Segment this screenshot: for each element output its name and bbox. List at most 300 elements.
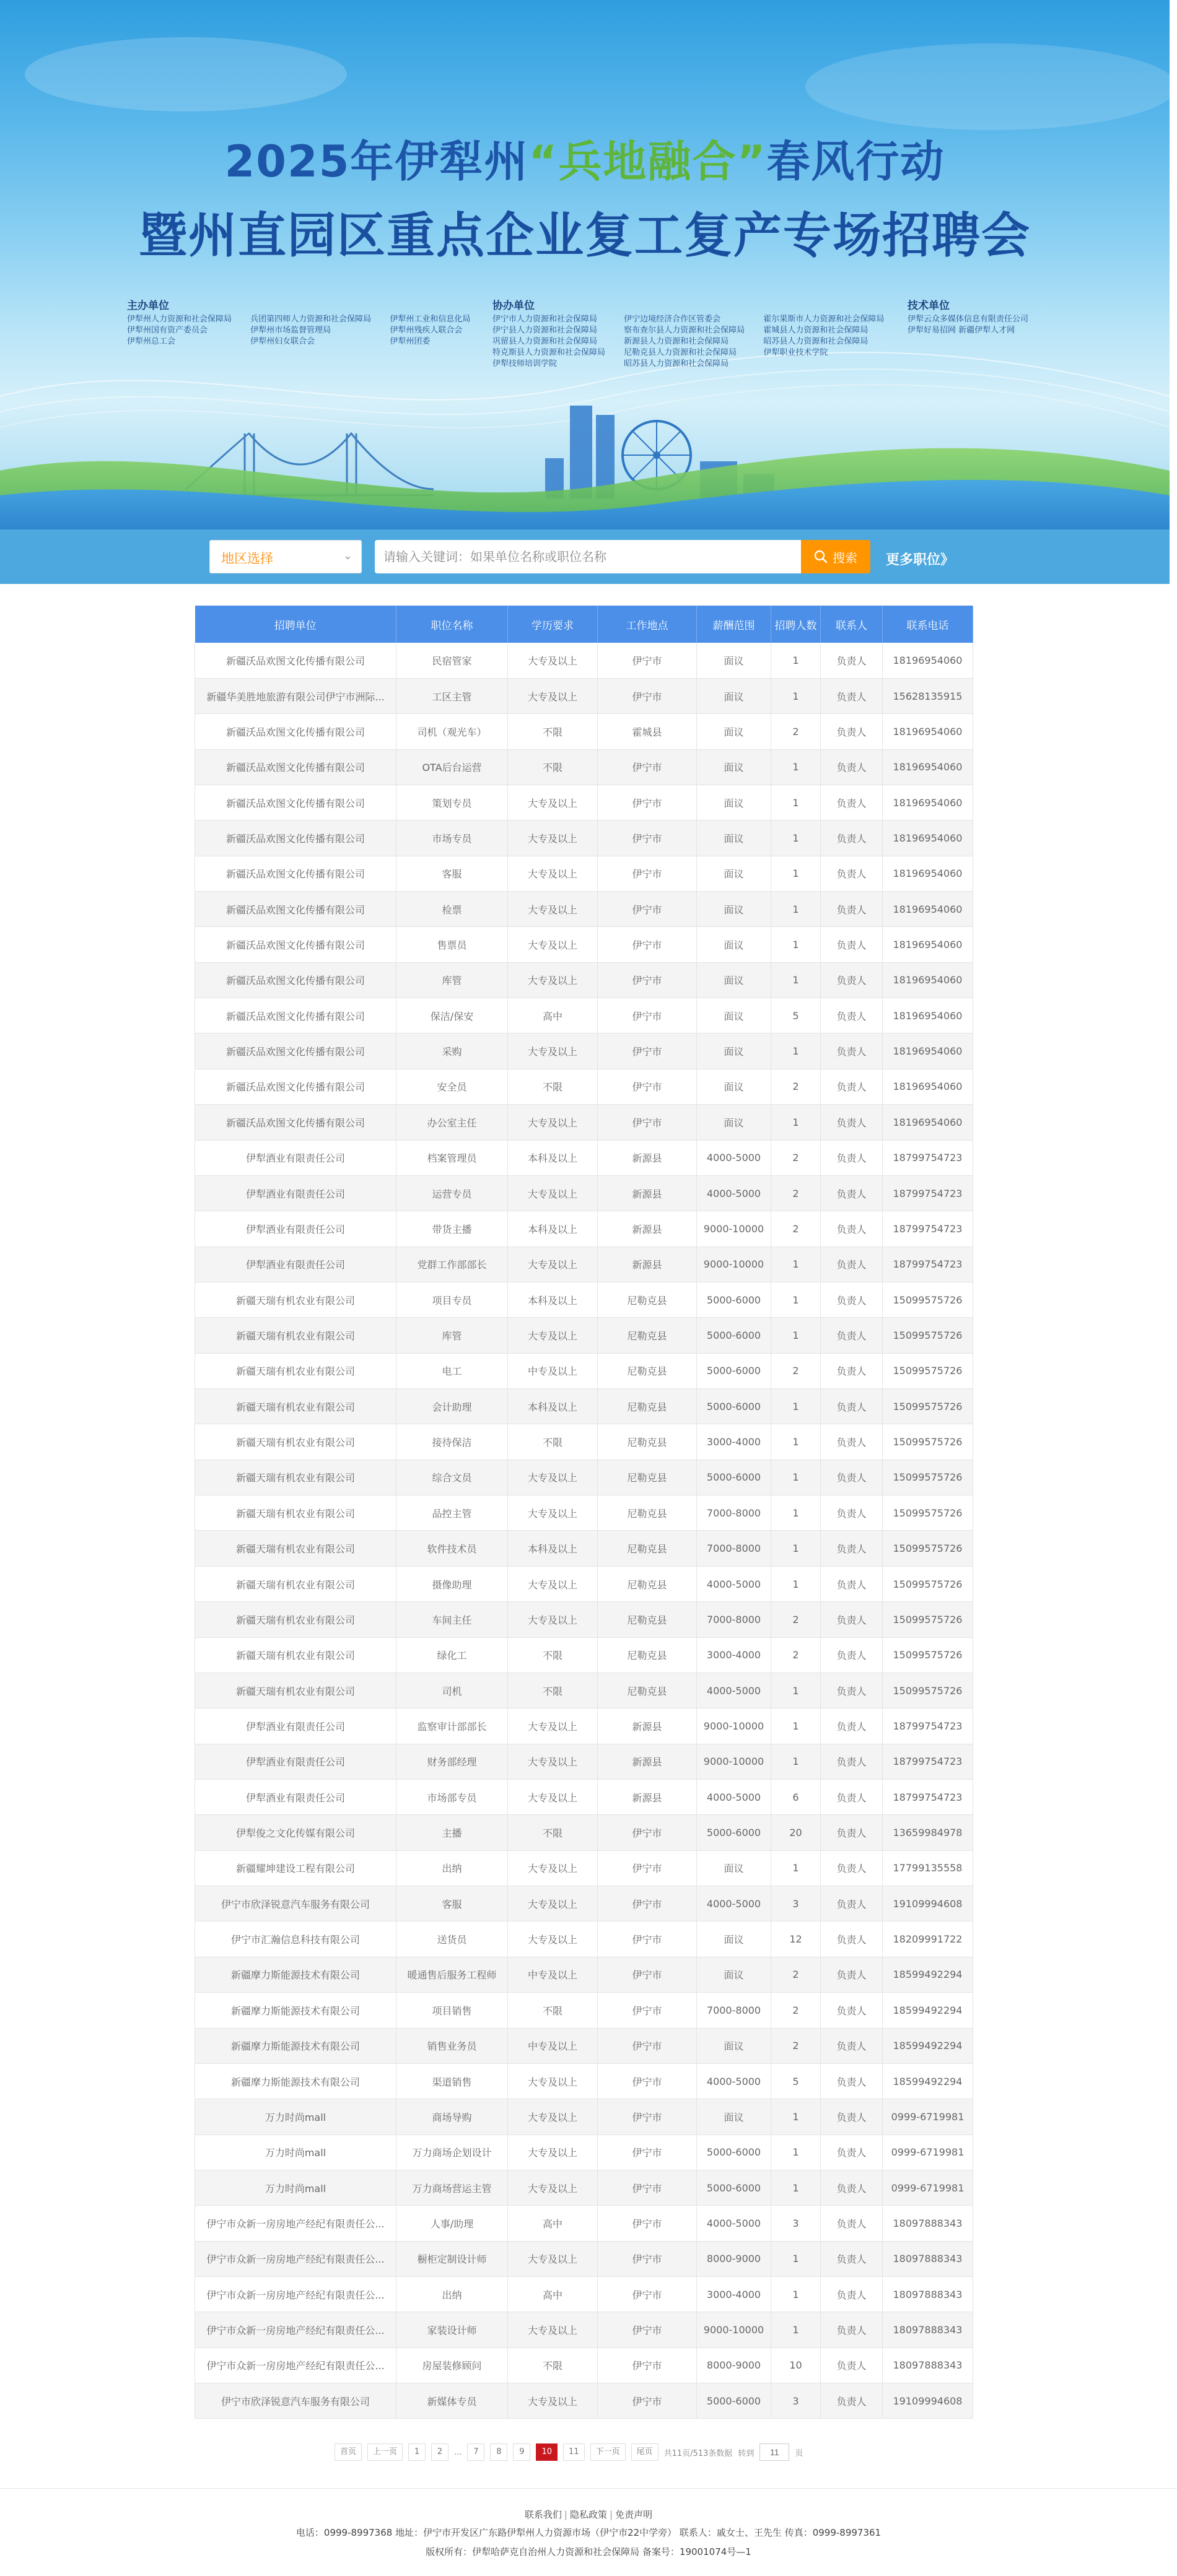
cell-location: 伊宁市 [598, 2348, 697, 2383]
support-unit: 伊犁好易招网 新疆伊犁人才网 [908, 326, 1015, 335]
cell-phone: 18097888343 [883, 2348, 973, 2383]
table-row[interactable] [195, 1460, 973, 1495]
cell-education: 中专及以上 [508, 1353, 598, 1388]
cell-company[interactable]: 伊宁市众新一房房地产经纪有限责任公... [195, 2206, 396, 2241]
cell-contact: 负责人 [821, 820, 883, 856]
cell-company[interactable]: 新疆天瑞有机农业有限公司 [195, 1424, 396, 1460]
table-row[interactable] [195, 714, 973, 749]
table-row[interactable] [195, 2063, 973, 2099]
table-row[interactable] [195, 1566, 973, 1601]
more-jobs-link[interactable]: 更多职位》 [886, 552, 955, 568]
cell-education: 大专及以上 [508, 892, 598, 927]
cell-headcount: 1 [771, 856, 821, 891]
cell-phone: 17799135558 [883, 1850, 973, 1886]
cell-company[interactable]: 伊犁酒业有限责任公司 [195, 1708, 396, 1744]
cell-education: 大专及以上 [508, 1033, 598, 1069]
table-row[interactable] [195, 678, 973, 713]
cell-headcount: 1 [771, 1424, 821, 1460]
current-page[interactable]: 10 [536, 2443, 558, 2461]
cell-education: 大专及以上 [508, 856, 598, 891]
cell-position[interactable]: 商场导购 [396, 2099, 508, 2134]
cell-location: 伊宁市 [598, 1105, 697, 1140]
table-row[interactable] [195, 1175, 973, 1211]
cell-company[interactable]: 新疆沃品欢图文化传播有限公司 [195, 856, 396, 891]
cell-company[interactable]: 伊犁酒业有限责任公司 [195, 1780, 396, 1815]
table-row[interactable] [195, 1957, 973, 1992]
cell-contact: 负责人 [821, 1566, 883, 1601]
search-input[interactable] [375, 540, 801, 573]
cell-position[interactable]: 车间主任 [396, 1602, 508, 1637]
table-row[interactable] [195, 2134, 973, 2170]
table-row[interactable] [195, 962, 973, 998]
cell-contact: 负责人 [821, 1815, 883, 1850]
table-row[interactable] [195, 1069, 973, 1104]
goto-label: 转到 [738, 2448, 755, 2458]
page-link[interactable]: 2 [431, 2443, 448, 2461]
cell-phone: 18196954060 [883, 892, 973, 927]
next-page-button[interactable]: 下一页 [590, 2443, 626, 2461]
cell-location: 新源县 [598, 1744, 697, 1779]
cell-phone: 18209991722 [883, 1921, 973, 1957]
table-row[interactable] [195, 1247, 973, 1282]
cell-headcount: 1 [771, 892, 821, 927]
organizer: 伊犁州人力资源和社会保障局 [127, 315, 232, 324]
cell-company[interactable]: 新疆华美胜地旅游有限公司伊宁市洲际... [195, 678, 396, 713]
cell-headcount: 1 [771, 2099, 821, 2134]
cell-company[interactable]: 伊宁市欣泽锐意汽车服务有限公司 [195, 2383, 396, 2419]
cell-company[interactable]: 新疆天瑞有机农业有限公司 [195, 1460, 396, 1495]
cell-phone: 18097888343 [883, 2277, 973, 2312]
table-row[interactable] [195, 998, 973, 1033]
cell-location: 尼勒克县 [598, 1282, 697, 1317]
cell-position[interactable]: 送货员 [396, 1921, 508, 1957]
column-header-headcount: 招聘人数 [771, 606, 821, 643]
cell-phone: 19109994608 [883, 2383, 973, 2419]
co-organizer: 特克斯县人力资源和社会保障局 [492, 348, 606, 357]
cell-position[interactable]: 库管 [396, 962, 508, 998]
cell-headcount: 1 [771, 1531, 821, 1566]
cell-headcount: 1 [771, 1460, 821, 1495]
table-row[interactable] [195, 927, 973, 962]
cell-company[interactable]: 新疆摩力斯能源技术有限公司 [195, 2028, 396, 2063]
cell-position[interactable]: 万力商场营运主管 [396, 2170, 508, 2205]
table-row[interactable] [195, 1140, 973, 1175]
cell-company[interactable]: 新疆摩力斯能源技术有限公司 [195, 2063, 396, 2099]
cell-salary: 5000-6000 [697, 1282, 771, 1317]
table-row[interactable] [195, 643, 973, 678]
table-row[interactable] [195, 1033, 973, 1069]
cell-company[interactable]: 新疆天瑞有机农业有限公司 [195, 1531, 396, 1566]
cell-contact: 负责人 [821, 2099, 883, 2134]
co-organizers-heading: 协办单位 [492, 300, 535, 312]
cell-company[interactable]: 新疆沃品欢图文化传播有限公司 [195, 714, 396, 749]
cell-company[interactable]: 新疆天瑞有机农业有限公司 [195, 1389, 396, 1424]
cell-company[interactable]: 新疆天瑞有机农业有限公司 [195, 1495, 396, 1531]
cell-contact: 负责人 [821, 1957, 883, 1992]
table-row[interactable] [195, 2241, 973, 2276]
cell-salary: 5000-6000 [697, 1318, 771, 1353]
footer-link-disclaimer[interactable]: 免责声明 [615, 2509, 653, 2520]
cell-location: 伊宁市 [598, 1069, 697, 1104]
cell-position[interactable]: 采购 [396, 1033, 508, 1069]
cell-phone: 15099575726 [883, 1531, 973, 1566]
column-header-position: 职位名称 [396, 606, 508, 643]
cell-phone: 18196954060 [883, 1105, 973, 1140]
table-row[interactable] [195, 2170, 973, 2205]
cell-location: 尼勒克县 [598, 1637, 697, 1673]
cell-contact: 负责人 [821, 1637, 883, 1673]
cell-company[interactable]: 伊宁市众新一房房地产经纪有限责任公... [195, 2312, 396, 2348]
cell-position[interactable]: 房屋装修顾问 [396, 2348, 508, 2383]
cell-salary: 4000-5000 [697, 1566, 771, 1601]
cell-contact: 负责人 [821, 1211, 883, 1247]
table-row[interactable] [195, 1105, 973, 1140]
cell-company[interactable]: 万力时尚mall [195, 2099, 396, 2134]
cell-position[interactable]: 工区主管 [396, 678, 508, 713]
table-row[interactable] [195, 1993, 973, 2028]
table-row[interactable] [195, 856, 973, 891]
organizer: 伊犁州团委 [390, 337, 431, 346]
cell-location: 尼勒克县 [598, 1566, 697, 1601]
cell-salary: 面议 [697, 962, 771, 998]
cell-position[interactable]: 渠道销售 [396, 2063, 508, 2099]
cell-location: 新源县 [598, 1140, 697, 1175]
cell-salary: 3000-4000 [697, 1637, 771, 1673]
cell-headcount: 1 [771, 1495, 821, 1531]
cell-phone: 18799754723 [883, 1175, 973, 1211]
cell-position[interactable]: 销售业务员 [396, 2028, 508, 2063]
cell-salary: 面议 [697, 2028, 771, 2063]
cell-company[interactable]: 新疆沃品欢图文化传播有限公司 [195, 1033, 396, 1069]
cell-salary: 8000-9000 [697, 2348, 771, 2383]
cell-company[interactable]: 新疆沃品欢图文化传播有限公司 [195, 749, 396, 785]
cell-position[interactable]: 接待保洁 [396, 1424, 508, 1460]
organizers-heading: 主办单位 [127, 300, 169, 312]
cell-headcount: 3 [771, 2206, 821, 2241]
cell-company[interactable]: 新疆天瑞有机农业有限公司 [195, 1566, 396, 1601]
first-page-button[interactable]: 首页 [335, 2443, 362, 2461]
cell-position[interactable]: 客服 [396, 1886, 508, 1921]
table-row[interactable] [195, 2277, 973, 2312]
cell-contact: 负责人 [821, 678, 883, 713]
table-row[interactable] [195, 2348, 973, 2383]
cell-salary: 5000-6000 [697, 2170, 771, 2205]
cell-location: 伊宁市 [598, 1033, 697, 1069]
cell-salary: 7000-8000 [697, 1495, 771, 1531]
cell-headcount: 1 [771, 927, 821, 962]
cell-location: 伊宁市 [598, 785, 697, 820]
cell-company[interactable]: 新疆天瑞有机农业有限公司 [195, 1602, 396, 1637]
cell-contact: 负责人 [821, 1353, 883, 1388]
cell-company[interactable]: 新疆沃品欢图文化传播有限公司 [195, 643, 396, 678]
column-header-location: 工作地点 [598, 606, 697, 643]
cell-contact: 负责人 [821, 785, 883, 820]
cell-position[interactable]: 检票 [396, 892, 508, 927]
page-link[interactable]: 1 [408, 2443, 426, 2461]
cell-education: 大专及以上 [508, 1318, 598, 1353]
table-row[interactable] [195, 1850, 973, 1886]
cell-salary: 3000-4000 [697, 2277, 771, 2312]
table-row[interactable] [195, 749, 973, 785]
cell-company[interactable]: 新疆沃品欢图文化传播有限公司 [195, 998, 396, 1033]
table-row[interactable] [195, 820, 973, 856]
cell-company[interactable]: 伊宁市众新一房房地产经纪有限责任公... [195, 2277, 396, 2312]
table-row[interactable] [195, 2028, 973, 2063]
cell-position[interactable]: 运营专员 [396, 1175, 508, 1211]
cell-contact: 负责人 [821, 1850, 883, 1886]
region-select[interactable] [209, 540, 362, 573]
cell-phone: 18097888343 [883, 2241, 973, 2276]
cell-position[interactable]: 司机 [396, 1673, 508, 1708]
cell-salary: 5000-6000 [697, 1389, 771, 1424]
page-link[interactable]: 11 [563, 2443, 585, 2461]
cell-position[interactable]: 党群工作部部长 [396, 1247, 508, 1282]
table-row[interactable] [195, 1744, 973, 1779]
table-row[interactable] [195, 1389, 973, 1424]
cell-headcount: 5 [771, 2063, 821, 2099]
cell-salary: 4000-5000 [697, 2206, 771, 2241]
cell-position[interactable]: 会计助理 [396, 1389, 508, 1424]
cell-company[interactable]: 新疆摩力斯能源技术有限公司 [195, 1957, 396, 1992]
cell-position[interactable]: 司机（观光车） [396, 714, 508, 749]
cell-phone: 15099575726 [883, 1637, 973, 1673]
cell-company[interactable]: 伊犁酒业有限责任公司 [195, 1140, 396, 1175]
cell-headcount: 2 [771, 1957, 821, 1992]
cell-company[interactable]: 新疆沃品欢图文化传播有限公司 [195, 892, 396, 927]
job-table-body [195, 643, 973, 2419]
cell-location: 伊宁市 [598, 2206, 697, 2241]
cell-salary: 3000-4000 [697, 1424, 771, 1460]
cell-company[interactable]: 伊宁市汇瀚信息科技有限公司 [195, 1921, 396, 1957]
footer-link-contact[interactable]: 联系我们 [524, 2509, 562, 2520]
cell-company[interactable]: 新疆沃品欢图文化传播有限公司 [195, 1105, 396, 1140]
search-button[interactable] [801, 540, 870, 573]
cell-company[interactable]: 伊犁酒业有限责任公司 [195, 1247, 396, 1282]
table-row[interactable] [195, 1531, 973, 1566]
cell-company[interactable]: 新疆天瑞有机农业有限公司 [195, 1318, 396, 1353]
cell-headcount: 2 [771, 1140, 821, 1175]
cell-phone: 18599492294 [883, 1993, 973, 2028]
cell-contact: 负责人 [821, 892, 883, 927]
cell-company[interactable]: 伊宁市众新一房房地产经纪有限责任公... [195, 2348, 396, 2383]
cell-education: 大专及以上 [508, 1105, 598, 1140]
prev-page-button[interactable]: 上一页 [367, 2443, 403, 2461]
cell-location: 伊宁市 [598, 2312, 697, 2348]
cell-headcount: 1 [771, 2170, 821, 2205]
cell-education: 不限 [508, 1993, 598, 2028]
cell-position[interactable]: 库管 [396, 1318, 508, 1353]
cell-phone: 18599492294 [883, 2063, 973, 2099]
co-organizer: 昭苏县人力资源和社会保障局 [624, 359, 729, 368]
table-row[interactable] [195, 1282, 973, 1317]
cell-position[interactable]: 安全员 [396, 1069, 508, 1104]
table-row[interactable] [195, 2206, 973, 2241]
cell-company[interactable]: 新疆沃品欢图文化传播有限公司 [195, 1069, 396, 1104]
cell-position[interactable]: 保洁/保安 [396, 998, 508, 1033]
cell-phone: 18196954060 [883, 749, 973, 785]
cell-position[interactable]: 家装设计师 [396, 2312, 508, 2348]
table-row[interactable] [195, 1353, 973, 1388]
cell-contact: 负责人 [821, 1531, 883, 1566]
cell-contact: 负责人 [821, 1140, 883, 1175]
cell-company[interactable]: 万力时尚mall [195, 2170, 396, 2205]
cell-company[interactable]: 新疆天瑞有机农业有限公司 [195, 1673, 396, 1708]
cell-position[interactable]: 品控主管 [396, 1495, 508, 1531]
search-icon [814, 550, 828, 564]
cell-position[interactable]: 监察审计部部长 [396, 1708, 508, 1744]
footer-link-privacy[interactable]: 隐私政策 [569, 2509, 607, 2520]
goto-page-input[interactable] [759, 2443, 789, 2461]
table-row[interactable] [195, 1424, 973, 1460]
cell-position[interactable]: 办公室主任 [396, 1105, 508, 1140]
cell-headcount: 1 [771, 2134, 821, 2170]
table-row[interactable] [195, 1211, 973, 1247]
cell-company[interactable]: 伊犁酒业有限责任公司 [195, 1211, 396, 1247]
cell-headcount: 2 [771, 1353, 821, 1388]
cell-company[interactable]: 新疆沃品欢图文化传播有限公司 [195, 962, 396, 998]
table-row[interactable] [195, 2383, 973, 2419]
cell-company[interactable]: 伊宁市欣泽锐意汽车服务有限公司 [195, 1886, 396, 1921]
cell-salary: 面议 [697, 2099, 771, 2134]
table-row[interactable] [195, 1708, 973, 1744]
table-row[interactable] [195, 1780, 973, 1815]
table-row[interactable] [195, 1815, 973, 1850]
last-page-button[interactable]: 尾页 [631, 2443, 659, 2461]
cell-company[interactable]: 新疆耀坤建设工程有限公司 [195, 1850, 396, 1886]
cell-salary: 5000-6000 [697, 2134, 771, 2170]
cell-position[interactable]: 带货主播 [396, 1211, 508, 1247]
page-link[interactable]: 9 [513, 2443, 530, 2461]
table-row[interactable] [195, 1673, 973, 1708]
cell-location: 尼勒克县 [598, 1460, 697, 1495]
table-row[interactable] [195, 785, 973, 820]
cell-company[interactable]: 万力时尚mall [195, 2134, 396, 2170]
cell-company[interactable]: 新疆沃品欢图文化传播有限公司 [195, 785, 396, 820]
cell-position[interactable]: 橱柜定制设计师 [396, 2241, 508, 2276]
cell-position[interactable]: 出纳 [396, 2277, 508, 2312]
cell-contact: 负责人 [821, 2206, 883, 2241]
column-header-salary: 薪酬范围 [697, 606, 771, 643]
cell-phone: 15099575726 [883, 1602, 973, 1637]
title-suffix: 春风行动 [766, 136, 945, 187]
cell-company[interactable]: 新疆摩力斯能源技术有限公司 [195, 1993, 396, 2028]
cell-position[interactable]: 财务部经理 [396, 1744, 508, 1779]
cell-education: 中专及以上 [508, 1957, 598, 1992]
cell-education: 不限 [508, 749, 598, 785]
cell-position[interactable]: 摄像助理 [396, 1566, 508, 1601]
cell-location: 伊宁市 [598, 2277, 697, 2312]
table-row[interactable] [195, 1318, 973, 1353]
cell-position[interactable]: 客服 [396, 856, 508, 891]
cell-company[interactable]: 新疆天瑞有机农业有限公司 [195, 1353, 396, 1388]
table-row[interactable] [195, 1495, 973, 1531]
cell-headcount: 1 [771, 1850, 821, 1886]
cell-position[interactable]: OTA后台运营 [396, 749, 508, 785]
cell-company[interactable]: 新疆天瑞有机农业有限公司 [195, 1637, 396, 1673]
cell-education: 不限 [508, 1815, 598, 1850]
cell-company[interactable]: 伊宁市众新一房房地产经纪有限责任公... [195, 2241, 396, 2276]
search-button-label: 搜索 [833, 551, 857, 565]
cell-position[interactable]: 售票员 [396, 927, 508, 962]
cell-position[interactable]: 电工 [396, 1353, 508, 1388]
footer-links [0, 2508, 1177, 2521]
cell-salary: 7000-8000 [697, 1602, 771, 1637]
table-row[interactable] [195, 1886, 973, 1921]
cell-phone: 15099575726 [883, 1495, 973, 1531]
cell-phone: 15099575726 [883, 1282, 973, 1317]
cell-company[interactable]: 伊犁俊之文化传媒有限公司 [195, 1815, 396, 1850]
cell-contact: 负责人 [821, 962, 883, 998]
cell-headcount: 3 [771, 2383, 821, 2419]
table-row[interactable] [195, 892, 973, 927]
cell-company[interactable]: 新疆沃品欢图文化传播有限公司 [195, 820, 396, 856]
cell-phone: 18599492294 [883, 2028, 973, 2063]
cell-salary: 面议 [697, 856, 771, 891]
cell-position[interactable]: 项目销售 [396, 1993, 508, 2028]
cell-position[interactable]: 出纳 [396, 1850, 508, 1886]
page-summary: 共11页/513条数据 [663, 2448, 733, 2458]
cell-education: 大专及以上 [508, 1780, 598, 1815]
co-organizer: 巩留县人力资源和社会保障局 [492, 337, 598, 346]
page-link[interactable]: 7 [467, 2443, 484, 2461]
cell-company[interactable]: 伊犁酒业有限责任公司 [195, 1744, 396, 1779]
co-organizer: 尼勒克县人力资源和社会保障局 [624, 348, 737, 357]
cell-phone: 18196954060 [883, 785, 973, 820]
cell-company[interactable]: 新疆沃品欢图文化传播有限公司 [195, 927, 396, 962]
cell-position[interactable]: 项目专员 [396, 1282, 508, 1317]
cell-location: 伊宁市 [598, 1993, 697, 2028]
cell-headcount: 1 [771, 1744, 821, 1779]
page-link[interactable]: 8 [490, 2443, 507, 2461]
cell-contact: 负责人 [821, 1033, 883, 1069]
cell-contact: 负责人 [821, 1602, 883, 1637]
cell-education: 本科及以上 [508, 1140, 598, 1175]
support-block [908, 300, 1044, 336]
table-row[interactable] [195, 1637, 973, 1673]
table-row[interactable] [195, 1921, 973, 1957]
cell-headcount: 1 [771, 1033, 821, 1069]
cell-position[interactable]: 策划专员 [396, 785, 508, 820]
cell-phone: 15099575726 [883, 1424, 973, 1460]
cell-position[interactable]: 市场部专员 [396, 1780, 508, 1815]
cell-location: 伊宁市 [598, 856, 697, 891]
cell-location: 伊宁市 [598, 2170, 697, 2205]
cell-phone: 18799754723 [883, 1780, 973, 1815]
cell-position[interactable]: 主播 [396, 1815, 508, 1850]
table-row[interactable] [195, 2099, 973, 2134]
table-row[interactable] [195, 2312, 973, 2348]
cell-position[interactable]: 新媒体专员 [396, 2383, 508, 2419]
cell-position[interactable]: 暖通售后服务工程师 [396, 1957, 508, 1992]
cell-position[interactable]: 软件技术员 [396, 1531, 508, 1566]
cell-company[interactable]: 新疆天瑞有机农业有限公司 [195, 1282, 396, 1317]
cell-location: 伊宁市 [598, 2241, 697, 2276]
cell-position[interactable]: 市场专员 [396, 820, 508, 856]
table-row[interactable] [195, 1602, 973, 1637]
cell-position[interactable]: 人事/助理 [396, 2206, 508, 2241]
cell-education: 大专及以上 [508, 2241, 598, 2276]
cell-headcount: 1 [771, 820, 821, 856]
cell-position[interactable]: 绿化工 [396, 1637, 508, 1673]
cell-position[interactable]: 万力商场企划设计 [396, 2134, 508, 2170]
cell-salary: 面议 [697, 820, 771, 856]
cell-position[interactable]: 档案管理员 [396, 1140, 508, 1175]
co-organizer-column [492, 314, 605, 370]
cell-company[interactable]: 伊犁酒业有限责任公司 [195, 1175, 396, 1211]
cell-position[interactable]: 综合文员 [396, 1460, 508, 1495]
table-header-row [195, 606, 973, 643]
cell-position[interactable]: 民宿管家 [396, 643, 508, 678]
